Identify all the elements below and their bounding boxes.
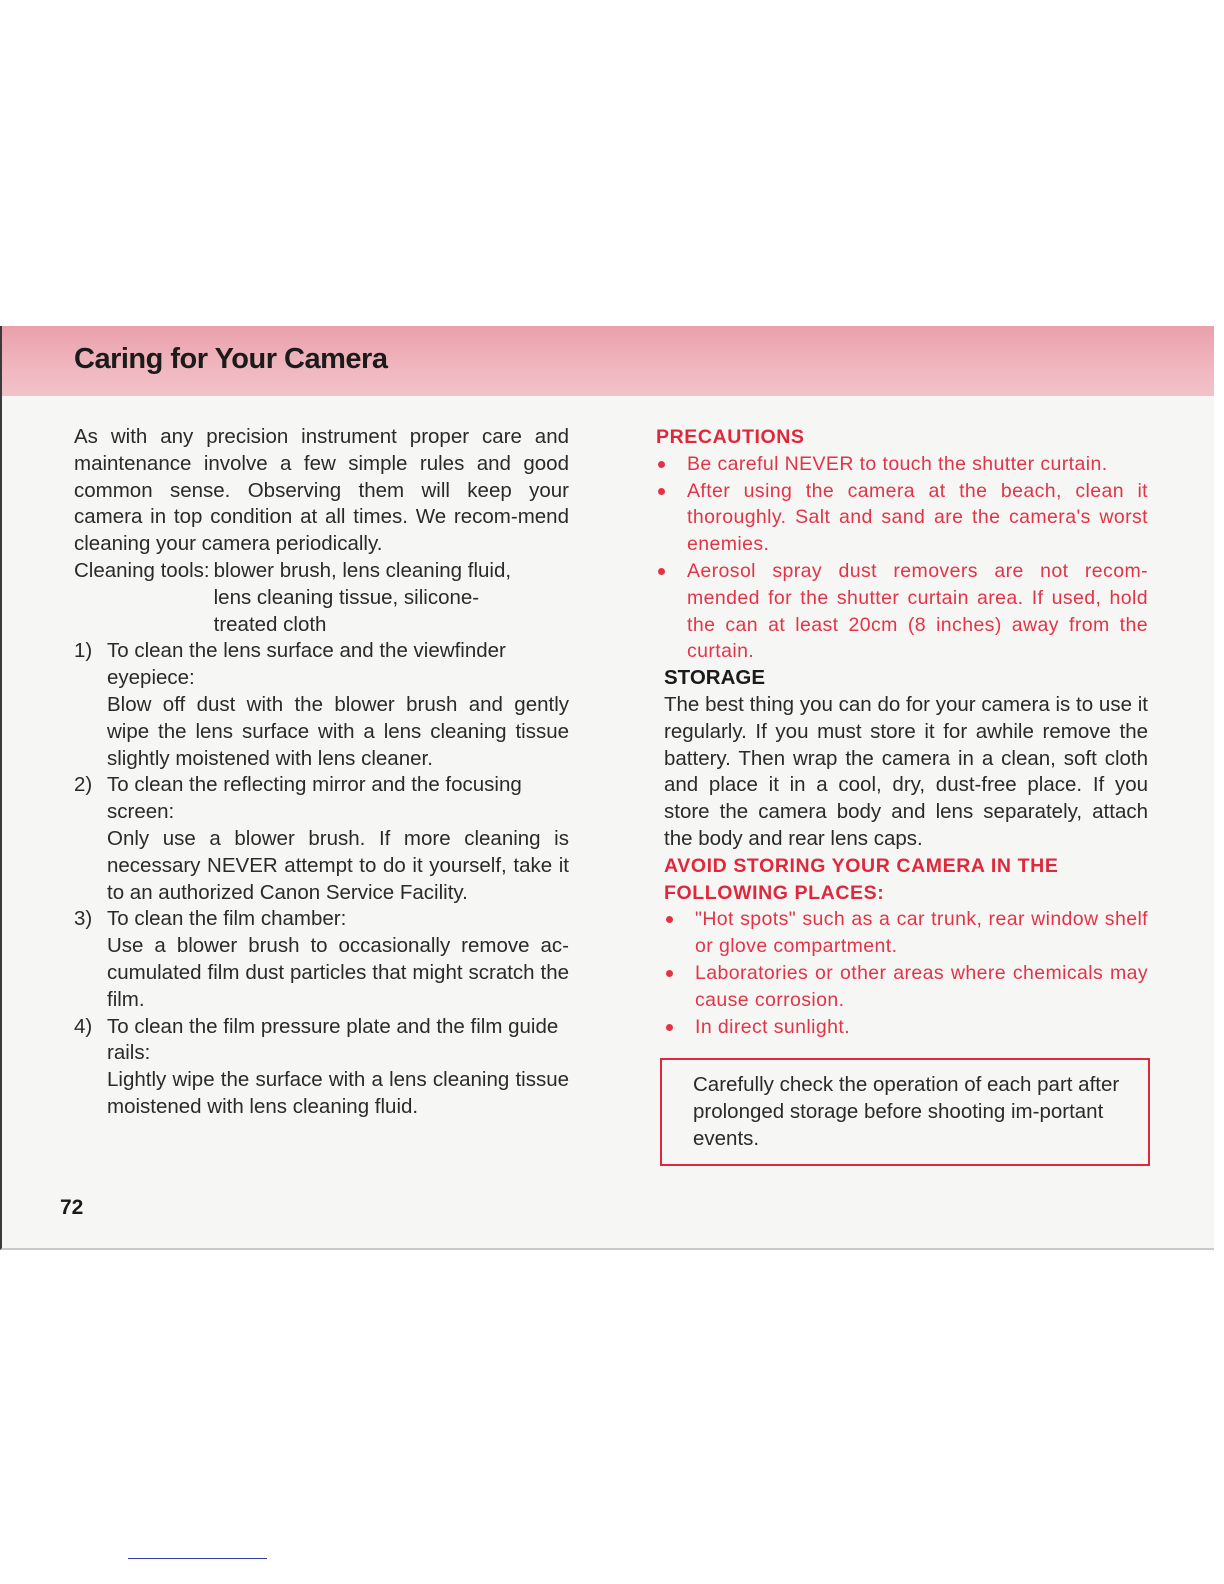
avoid-item	[664, 1014, 1148, 1041]
bullet-icon	[666, 1024, 673, 1031]
avoid-text: Laboratories or other areas where chemicals may cause corrosion.	[695, 961, 1148, 1011]
bullet-icon	[658, 568, 665, 575]
page-title: Caring for Your Camera	[74, 343, 388, 375]
precautions-list	[656, 451, 1148, 665]
footer-divider	[128, 1558, 267, 1559]
precaution-item	[656, 558, 1148, 665]
manual-page	[0, 326, 1214, 1250]
cleaning-tools	[74, 558, 569, 638]
avoid-text: In direct sunlight.	[695, 1015, 851, 1038]
avoid-list	[656, 906, 1148, 1040]
bullet-icon	[658, 461, 665, 468]
step-body: Use a blower brush to occasionally remove ac-cumulated film dust particles that might scratch the film.	[107, 934, 569, 1011]
intro-paragraph: As with any precision instrument proper care and maintenance involve a few simple rules and good common sense. Observing them will keep your camera in top condition at all times. We recom-mend cleaning your camera periodically.	[74, 425, 569, 556]
bullet-icon	[666, 970, 673, 977]
avoid-heading-line-1: AVOID STORING YOUR CAMERA IN THE	[664, 854, 1059, 877]
step-item	[74, 906, 569, 1013]
step-title: To clean the reflecting mirror and the focusing screen:	[107, 773, 522, 824]
precaution-item	[656, 451, 1148, 478]
storage-heading: STORAGE	[664, 666, 765, 690]
step-item	[74, 638, 569, 772]
cleaning-tools-label: Cleaning tools:	[74, 558, 210, 582]
bullet-icon	[666, 916, 673, 923]
step-number: 3)	[74, 907, 93, 931]
left-column	[74, 424, 569, 1121]
bullet-icon	[658, 488, 665, 495]
precaution-text: Aerosol spray dust removers are not recom-mended for the shutter curtain area. If used, hold the can at least 20cm (8 inches) away from the curtain.	[687, 559, 1148, 663]
right-column	[656, 424, 1148, 1040]
step-item	[74, 1014, 569, 1121]
step-body: Lightly wipe the surface with a lens cleaning tissue moistened with lens cleaning fluid.	[107, 1068, 569, 1118]
avoid-item	[664, 906, 1148, 960]
cleaning-tools-line-2: lens cleaning tissue, silicone-	[213, 585, 480, 609]
step-title: To clean the film chamber:	[107, 907, 347, 931]
precautions-heading: PRECAUTIONS	[656, 426, 805, 448]
step-title: To clean the lens surface and the viewfinder eyepiece:	[107, 639, 506, 690]
cleaning-tools-line-1: blower brush, lens cleaning fluid,	[213, 558, 512, 582]
precaution-text: After using the camera at the beach, clean it thoroughly. Salt and sand are the camera's worst enemies.	[687, 479, 1148, 556]
precaution-item	[656, 478, 1148, 558]
avoid-item	[664, 960, 1148, 1014]
storage-note-text: Carefully check the operation of each part after prolonged storage before shooting im-portant events.	[693, 1073, 1120, 1150]
step-number: 1)	[74, 639, 93, 663]
avoid-heading-line-2: FOLLOWING PLACES:	[664, 881, 885, 904]
storage-note-box	[660, 1058, 1150, 1166]
header-band	[2, 326, 1214, 396]
step-title: To clean the film pressure plate and the film guide rails:	[107, 1014, 559, 1065]
avoid-text: "Hot spots" such as a car trunk, rear window shelf or glove compartment.	[695, 908, 1148, 958]
storage-paragraph: The best thing you can do for your camera is to use it regularly. If you must store it for awhile remove the battery. Then wrap the camera in a clean, soft cloth and place it in a cool, dry, dust-free place. If you store the camera body and lens separately, attach the body and rear lens caps.	[664, 692, 1148, 850]
step-number: 2)	[74, 773, 93, 797]
step-item	[74, 772, 569, 906]
step-body: Only use a blower brush. If more cleaning is necessary NEVER attempt to do it yourself, take it to an authorized Canon Service Facility.	[107, 826, 569, 904]
cleaning-tools-list	[214, 558, 511, 638]
page-number: 72	[60, 1196, 84, 1219]
cleaning-tools-line-3: treated cloth	[213, 612, 327, 636]
step-body: Blow off dust with the blower brush and gently wipe the lens surface with a lens cleaning tissue slightly moistened with lens cleaner.	[107, 692, 569, 770]
step-number: 4)	[74, 1014, 93, 1038]
precaution-text: Be careful NEVER to touch the shutter curtain.	[687, 452, 1108, 475]
cleaning-steps	[74, 638, 569, 1120]
